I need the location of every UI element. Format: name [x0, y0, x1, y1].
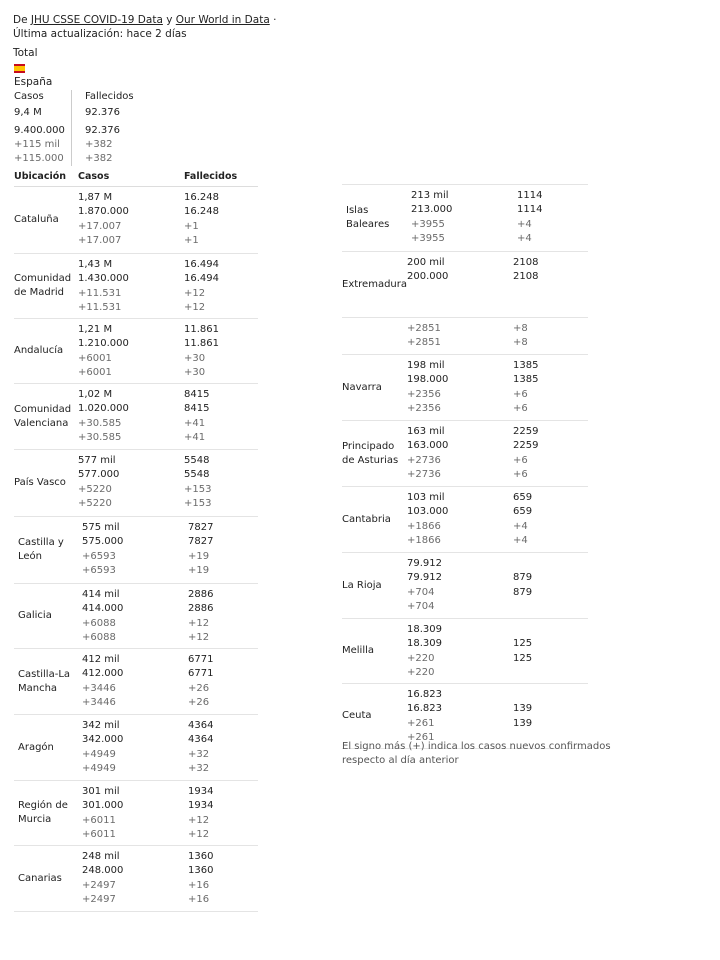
- region-name: Ceuta: [342, 710, 372, 721]
- region-name: Aragón: [18, 741, 54, 753]
- deaths-values: [184, 191, 219, 249]
- deaths-value: +153: [184, 483, 212, 495]
- deaths-value: 5548: [184, 469, 210, 481]
- source-middle: y: [162, 14, 176, 26]
- cases-value: 575 mil: [82, 522, 120, 533]
- region-name: Melilla: [342, 645, 375, 656]
- deaths-value: +19: [188, 565, 210, 577]
- summary-deaths-new-abbr: +382: [85, 139, 113, 150]
- cases-value: 1.870.000: [78, 206, 129, 218]
- deaths-value: 4364: [188, 720, 214, 731]
- cases-values: [407, 688, 442, 746]
- deaths-value: +1: [184, 220, 199, 232]
- deaths-value: +19: [188, 550, 210, 562]
- summary-deaths-new-full: +382: [85, 153, 113, 164]
- cases-values: [407, 359, 448, 417]
- cases-value: 200 mil: [407, 257, 445, 268]
- deaths-value: 11.861: [184, 324, 219, 335]
- summary-deaths-column: [71, 90, 205, 166]
- region-name: Galicia: [18, 610, 52, 621]
- cases-values: [82, 653, 123, 711]
- cases-values: [407, 322, 441, 351]
- cases-values: [78, 191, 129, 249]
- deaths-values: [188, 850, 213, 908]
- deaths-values: [184, 258, 219, 316]
- deaths-value: +30: [184, 367, 206, 379]
- deaths-value: +153: [184, 498, 212, 510]
- deaths-value: 2259: [513, 440, 539, 452]
- deaths-values: [184, 454, 211, 512]
- cases-value: 1,02 M: [78, 389, 113, 400]
- deaths-value: +12: [188, 617, 210, 629]
- cases-value: +6088: [82, 617, 116, 629]
- table-row: [14, 384, 258, 450]
- cases-values: [82, 785, 123, 843]
- summary-cases-new-abbr: +115 mil: [14, 139, 60, 150]
- cases-value: +6593: [82, 565, 116, 577]
- deaths-value: +4: [517, 218, 532, 230]
- cases-value: +6011: [82, 814, 116, 826]
- deaths-values: [188, 653, 213, 711]
- cases-values: [407, 425, 448, 483]
- deaths-value: 1360: [188, 851, 214, 862]
- deaths-value: +4: [517, 233, 532, 245]
- deaths-value: 7827: [188, 536, 214, 548]
- deaths-value: +12: [188, 814, 210, 826]
- deaths-value: +12: [184, 287, 206, 299]
- deaths-value: +6: [513, 388, 528, 400]
- cases-header: Casos: [78, 171, 110, 182]
- deaths-value: 8415: [184, 403, 210, 415]
- cases-value: 1,87 M: [78, 192, 113, 203]
- cases-value: 213 mil: [411, 190, 449, 201]
- cases-values: [407, 623, 442, 681]
- cases-value: +6001: [78, 367, 112, 379]
- summary-deaths-abbr: 92.376: [85, 107, 120, 118]
- cases-value: +2356: [407, 403, 441, 415]
- region-name: Castilla-La Mancha: [18, 668, 71, 694]
- cases-value: 414.000: [82, 603, 124, 615]
- cases-value: 16.823: [407, 689, 442, 700]
- cases-values: [82, 588, 123, 646]
- deaths-value: +16: [188, 879, 210, 891]
- cases-value: +261: [407, 732, 435, 744]
- deaths-values: [513, 359, 538, 417]
- cases-value: 301.000: [82, 800, 124, 812]
- deaths-values: [188, 588, 213, 646]
- cases-value: +1866: [407, 535, 441, 547]
- summary-cases-header: Casos: [14, 91, 44, 102]
- deaths-value: +30: [184, 352, 206, 364]
- source-prefix: De: [13, 14, 31, 26]
- table-row: [342, 355, 588, 421]
- deaths-header: Fallecidos: [184, 171, 238, 182]
- deaths-value: 2886: [188, 589, 214, 600]
- deaths-value: 16.494: [184, 259, 219, 270]
- cases-value: +11.531: [78, 302, 122, 314]
- deaths-value: 659: [513, 492, 533, 503]
- owid-link[interactable]: Our World in Data: [175, 14, 270, 26]
- deaths-value: 125: [513, 638, 533, 650]
- deaths-values: [513, 256, 538, 285]
- deaths-values: [513, 322, 528, 351]
- deaths-value: +12: [184, 302, 206, 314]
- table-row: [342, 619, 588, 684]
- deaths-value: 8415: [184, 389, 210, 400]
- cases-value: 248.000: [82, 865, 124, 877]
- cases-value: +2736: [407, 469, 441, 481]
- cases-value: +17.007: [78, 220, 122, 232]
- cases-values: [78, 388, 129, 446]
- table-row: [14, 649, 258, 715]
- deaths-value: 1114: [517, 190, 543, 201]
- deaths-value: 1934: [188, 786, 214, 797]
- deaths-value: 5548: [184, 455, 210, 466]
- cases-value: +6001: [78, 352, 112, 364]
- deaths-values: [188, 719, 213, 777]
- region-name: Islas Baleares: [346, 205, 390, 230]
- table-row: [14, 781, 258, 846]
- deaths-value: [513, 666, 532, 680]
- deaths-values: [188, 521, 213, 579]
- deaths-value: 659: [513, 506, 533, 518]
- last-update-text: · Última actualización: hace 2 días: [13, 14, 277, 40]
- deaths-value: [513, 623, 532, 637]
- cases-value: 412 mil: [82, 654, 120, 665]
- deaths-value: 1934: [188, 800, 214, 812]
- table-row: [14, 584, 258, 649]
- cases-value: +704: [407, 601, 435, 613]
- region-name: La Rioja: [342, 579, 382, 591]
- region-name: Navarra: [342, 381, 382, 393]
- table-row: [14, 187, 258, 254]
- region-name: Principado de Asturias: [342, 440, 399, 466]
- cases-value: +11.531: [78, 287, 122, 299]
- cases-values: [407, 491, 448, 549]
- cases-values: [78, 323, 129, 381]
- deaths-value: +8: [513, 337, 528, 349]
- cases-value: 213.000: [411, 204, 453, 216]
- deaths-value: 7827: [188, 522, 214, 533]
- deaths-value: +6: [513, 403, 528, 415]
- summary-cases-new-full: +115.000: [14, 153, 64, 164]
- deaths-values: [184, 388, 209, 446]
- cases-value: 1.210.000: [78, 338, 129, 350]
- deaths-value: 4364: [188, 734, 214, 746]
- table-row: [342, 252, 588, 318]
- cases-value: 198.000: [407, 374, 449, 386]
- cases-value: 342.000: [82, 734, 124, 746]
- cases-value: +5220: [78, 498, 112, 510]
- cases-value: +4949: [82, 748, 116, 760]
- cases-value: 79.912: [407, 558, 442, 569]
- cases-value: +3446: [82, 697, 116, 709]
- deaths-value: 2259: [513, 426, 539, 437]
- deaths-value: [513, 688, 532, 702]
- deaths-value: 139: [513, 717, 533, 729]
- deaths-values: [184, 323, 219, 381]
- region-name: Cataluña: [14, 214, 59, 225]
- table-row: [14, 254, 258, 319]
- cases-value: 103 mil: [407, 492, 445, 503]
- deaths-values: [513, 688, 532, 746]
- deaths-value: +41: [184, 432, 206, 444]
- cases-values: [82, 850, 123, 908]
- cases-value: 163.000: [407, 440, 449, 452]
- region-name: Canarias: [18, 872, 62, 884]
- cases-value: 414 mil: [82, 589, 120, 600]
- cases-value: 18.309: [407, 638, 442, 650]
- cases-value: +3446: [82, 682, 116, 694]
- cases-value: +704: [407, 586, 435, 598]
- region-name: Cantabria: [342, 513, 391, 525]
- deaths-value: 6771: [188, 654, 214, 665]
- table-row: [342, 185, 588, 252]
- cases-value: +1866: [407, 520, 441, 532]
- right-region-table: [342, 184, 588, 749]
- cases-value: +220: [407, 667, 435, 679]
- deaths-value: 879: [513, 586, 533, 598]
- deaths-value: +16: [188, 894, 210, 906]
- table-row: [14, 715, 258, 781]
- cases-values: [78, 258, 129, 316]
- table-row: [14, 319, 258, 384]
- deaths-value: +26: [188, 682, 210, 694]
- jhu-link[interactable]: JHU CSSE COVID-19 Data: [30, 14, 163, 26]
- deaths-value: 1360: [188, 865, 214, 877]
- cases-value: +2497: [82, 879, 116, 891]
- deaths-value: 2108: [513, 271, 539, 283]
- cases-value: +2736: [407, 454, 441, 466]
- summary-cases-abbr: 9,4 M: [14, 107, 42, 118]
- cases-values: [407, 557, 442, 615]
- summary-cases-column: [14, 90, 70, 166]
- cases-value: 577 mil: [78, 455, 116, 466]
- deaths-value: +26: [188, 697, 210, 709]
- source-attribution: [13, 13, 313, 41]
- cases-value: 163 mil: [407, 426, 445, 437]
- cases-value: 198 mil: [407, 360, 445, 371]
- cases-value: 200.000: [407, 271, 449, 283]
- cases-value: +30.585: [78, 417, 122, 429]
- cases-value: 79.912: [407, 572, 442, 584]
- deaths-value: 879: [513, 572, 533, 584]
- deaths-values: [513, 557, 532, 615]
- cases-value: 575.000: [82, 536, 124, 548]
- deaths-value: +41: [184, 417, 206, 429]
- cases-value: +6088: [82, 632, 116, 644]
- deaths-value: 6771: [188, 668, 214, 680]
- cases-value: 1,21 M: [78, 324, 113, 335]
- deaths-values: [517, 189, 542, 247]
- table-row: [14, 846, 258, 912]
- cases-value: +2851: [407, 337, 441, 349]
- cases-value: 301 mil: [82, 786, 120, 797]
- deaths-values: [188, 785, 213, 843]
- deaths-value: +1: [184, 235, 199, 247]
- cases-value: +30.585: [78, 432, 122, 444]
- cases-value: +3955: [411, 233, 445, 245]
- deaths-value: +6: [513, 469, 528, 481]
- cases-value: +2851: [407, 323, 441, 334]
- deaths-value: 139: [513, 703, 533, 715]
- region-name: Región de Murcia: [18, 800, 68, 825]
- footnote: El signo más (+) indica los casos nuevos confirmados respecto al día anterior: [342, 741, 611, 766]
- table-row: [342, 318, 588, 355]
- cases-value: 248 mil: [82, 851, 120, 862]
- deaths-value: +4: [513, 535, 528, 547]
- cases-values: [82, 719, 123, 777]
- table-header: [14, 168, 258, 187]
- cases-value: +17.007: [78, 235, 122, 247]
- region-name: País Vasco: [14, 477, 66, 488]
- deaths-value: 1385: [513, 374, 539, 386]
- summary-deaths-full: 92.376: [85, 125, 120, 136]
- cases-value: +5220: [78, 483, 112, 495]
- cases-value: +6593: [82, 550, 116, 562]
- total-label: Total: [13, 47, 38, 59]
- cases-values: [82, 521, 123, 579]
- deaths-value: [513, 557, 532, 571]
- cases-value: 577.000: [78, 469, 120, 481]
- summary-cases-full: 9.400.000: [14, 125, 65, 136]
- cases-value: +2497: [82, 894, 116, 906]
- deaths-values: [513, 623, 532, 681]
- summary-deaths-header: Fallecidos: [85, 91, 134, 102]
- deaths-value: 125: [513, 652, 533, 664]
- cases-value: +220: [407, 652, 435, 664]
- table-row: [342, 553, 588, 619]
- cases-value: +261: [407, 717, 435, 729]
- region-name: Comunidad de Madrid: [14, 273, 72, 298]
- deaths-value: +8: [513, 323, 528, 334]
- table-row: [342, 487, 588, 553]
- region-name: [342, 318, 408, 354]
- deaths-value: 16.248: [184, 206, 219, 218]
- cases-value: 342 mil: [82, 720, 120, 731]
- deaths-values: [513, 491, 532, 549]
- deaths-value: 11.861: [184, 338, 219, 350]
- cases-values: [78, 454, 119, 512]
- deaths-value: 2886: [188, 603, 214, 615]
- deaths-value: +6: [513, 454, 528, 466]
- deaths-value: 16.494: [184, 273, 219, 285]
- deaths-value: [513, 600, 532, 614]
- spain-flag-icon: [14, 64, 25, 73]
- cases-value: +4949: [82, 763, 116, 775]
- left-region-table: [14, 168, 258, 912]
- deaths-values: [513, 425, 538, 483]
- cases-value: +2356: [407, 388, 441, 400]
- cases-value: 103.000: [407, 506, 449, 518]
- cases-value: +3955: [411, 218, 445, 230]
- cases-value: 1.020.000: [78, 403, 129, 415]
- cases-value: 1.430.000: [78, 273, 129, 285]
- cases-value: 16.823: [407, 703, 442, 715]
- deaths-value: 16.248: [184, 192, 219, 203]
- region-name: Andalucía: [14, 345, 64, 356]
- table-row: [342, 421, 588, 487]
- deaths-value: +32: [188, 748, 210, 760]
- location-header: Ubicación: [14, 171, 66, 182]
- table-row: [14, 517, 258, 584]
- deaths-value: 2108: [513, 257, 539, 268]
- deaths-value: +12: [188, 829, 210, 841]
- deaths-value: 1385: [513, 360, 539, 371]
- deaths-value: +32: [188, 763, 210, 775]
- cases-value: +6011: [82, 829, 116, 841]
- deaths-value: +12: [188, 632, 210, 644]
- region-name: Extremadura: [342, 278, 407, 290]
- table-row: [14, 450, 258, 517]
- deaths-value: 1114: [517, 204, 543, 216]
- region-name: Comunidad Valenciana: [14, 403, 72, 429]
- cases-values: [407, 256, 448, 285]
- cases-value: 412.000: [82, 668, 124, 680]
- country-name: España: [14, 76, 53, 88]
- deaths-value: +4: [513, 520, 528, 532]
- cases-value: 1,43 M: [78, 259, 113, 270]
- cases-values: [411, 189, 452, 247]
- region-name: Castilla y León: [18, 537, 64, 562]
- cases-value: 18.309: [407, 624, 442, 635]
